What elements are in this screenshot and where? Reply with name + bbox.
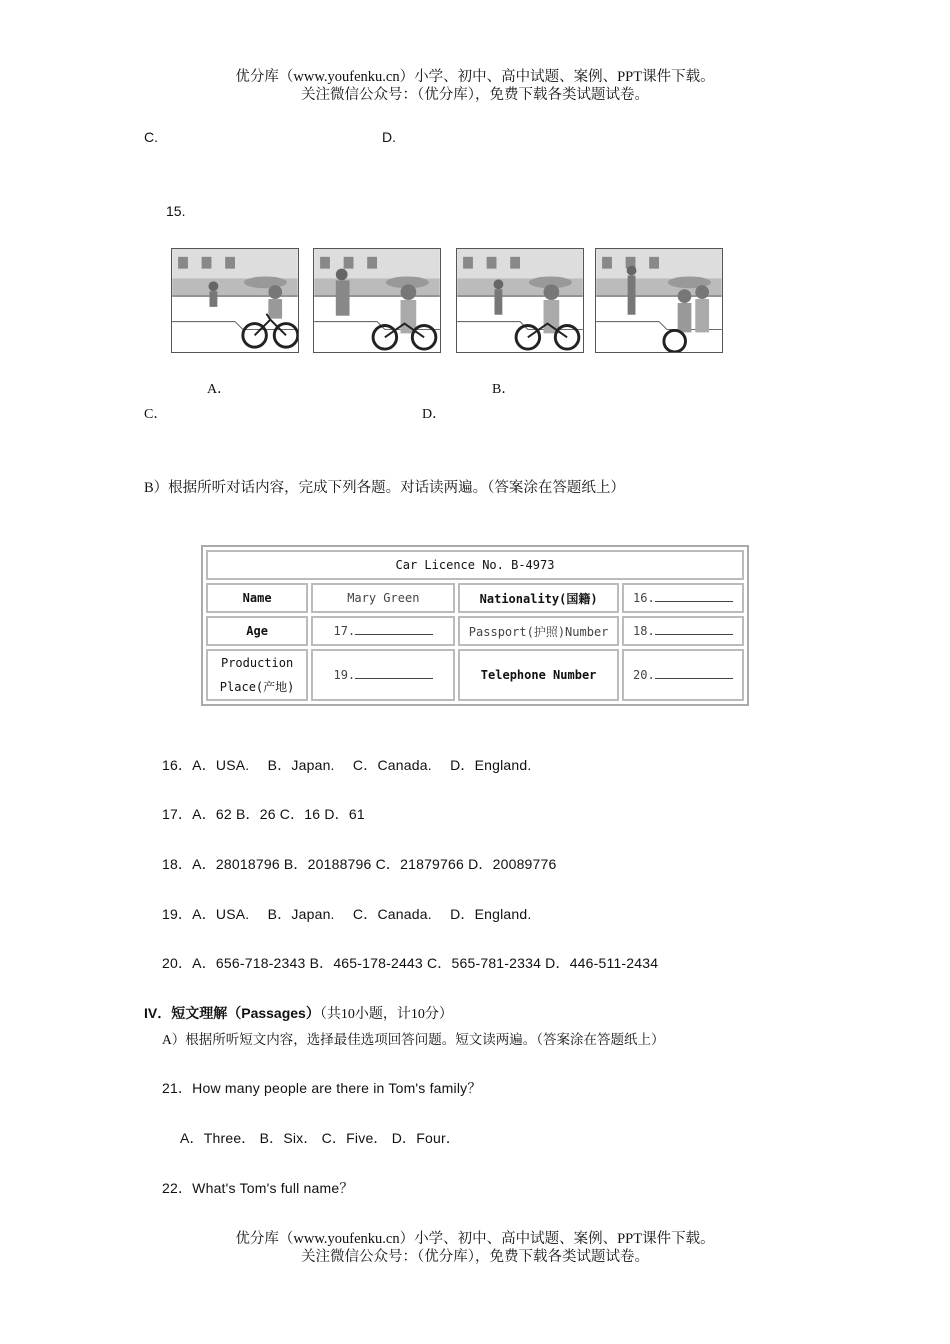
blank-16 bbox=[622, 583, 744, 613]
q15-picture-1 bbox=[171, 248, 299, 353]
name-label: Name bbox=[206, 583, 308, 613]
section-iv-instruction: A）根据所听短文内容，选择最佳选项回答问题。短文读两遍。（答案涂在答题纸上） bbox=[162, 1032, 665, 1047]
street-scene-icon bbox=[314, 249, 440, 352]
blank-20 bbox=[622, 649, 744, 701]
q15-picture-2 bbox=[313, 248, 441, 353]
q14-option-c: C. bbox=[144, 129, 158, 145]
question-21: 21．How many people are there in Tom's family？ bbox=[162, 1080, 482, 1096]
street-scene-icon bbox=[596, 249, 722, 352]
production-label-line-1: Production bbox=[220, 656, 294, 670]
question-17: 17．A．62 B．26 C．16 D．61 bbox=[162, 806, 365, 822]
answer-line bbox=[655, 591, 733, 602]
question-19: 19．A．USA. B．Japan. C．Canada. D．England. bbox=[162, 906, 532, 922]
header-line-2: 关注微信公众号：（优分库），免费下载各类试题试卷。 bbox=[301, 87, 649, 103]
table-title: Car Licence No. B-4973 bbox=[206, 550, 744, 580]
question-16: 16．A．USA. B．Japan. C．Canada. D．England. bbox=[162, 757, 532, 773]
q14-option-d: D. bbox=[382, 129, 396, 145]
name-value: Mary Green bbox=[311, 583, 455, 613]
car-licence-table bbox=[201, 545, 749, 706]
street-scene-icon bbox=[172, 249, 298, 352]
section-iv-title bbox=[144, 1003, 453, 1023]
telephone-label: Telephone Number bbox=[458, 649, 618, 701]
street-scene-icon bbox=[457, 249, 583, 352]
section-iv-title-main: IV．短文理解（Passages） bbox=[144, 1005, 320, 1021]
q15-number: 15. bbox=[166, 203, 186, 219]
blank-17 bbox=[311, 616, 455, 646]
answer-line bbox=[355, 668, 433, 679]
q15-option-d: D． bbox=[422, 407, 447, 422]
answer-line bbox=[355, 624, 433, 635]
passport-label: Passport(护照)Number bbox=[458, 616, 618, 646]
blank-19-number: 19. bbox=[333, 668, 356, 682]
header-line-1: 优分库（www.youfenku.cn）小学、初中、高中试题、案例、PPT课件下载。 bbox=[235, 69, 715, 85]
question-18: 18．A．28018796 B．20188796 C．21879766 D．20089776 bbox=[162, 856, 557, 872]
question-20: 20．A．656-718-2343 B．465-178-2443 C．565-781-2334 D．446-511-2434 bbox=[162, 955, 659, 971]
question-22: 22．What's Tom's full name？ bbox=[162, 1180, 354, 1196]
answer-line bbox=[655, 668, 733, 679]
blank-20-number: 20. bbox=[633, 668, 655, 682]
question-21-options: A．Three． B．Six． C．Five． D．Four． bbox=[180, 1130, 461, 1146]
nationality-label: Nationality(国籍) bbox=[458, 583, 618, 613]
blank-17-number: 17. bbox=[333, 624, 356, 638]
section-iv-title-score: （共10小题，计10分） bbox=[319, 1007, 453, 1022]
footer-line-2: 关注微信公众号：（优分库），免费下载各类试题试卷。 bbox=[301, 1249, 649, 1265]
footer-line-1: 优分库（www.youfenku.cn）小学、初中、高中试题、案例、PPT课件下载。 bbox=[235, 1231, 715, 1247]
blank-18-number: 18. bbox=[633, 624, 655, 638]
q15-picture-4 bbox=[595, 248, 723, 353]
blank-18 bbox=[622, 616, 744, 646]
blank-19 bbox=[311, 649, 455, 701]
section-b-instruction: B）根据所听对话内容，完成下列各题。对话读两遍。（答案涂在答题纸上） bbox=[144, 480, 625, 496]
production-label-line-2: Place(产地) bbox=[219, 680, 295, 694]
blank-16-number: 16. bbox=[633, 591, 655, 605]
q15-option-b: B． bbox=[492, 382, 516, 397]
q15-option-c: C． bbox=[144, 407, 168, 422]
answer-line bbox=[655, 624, 733, 635]
production-place-label bbox=[206, 649, 308, 701]
age-label: Age bbox=[206, 616, 308, 646]
q15-option-a: A． bbox=[207, 382, 232, 397]
q15-picture-3 bbox=[456, 248, 584, 353]
